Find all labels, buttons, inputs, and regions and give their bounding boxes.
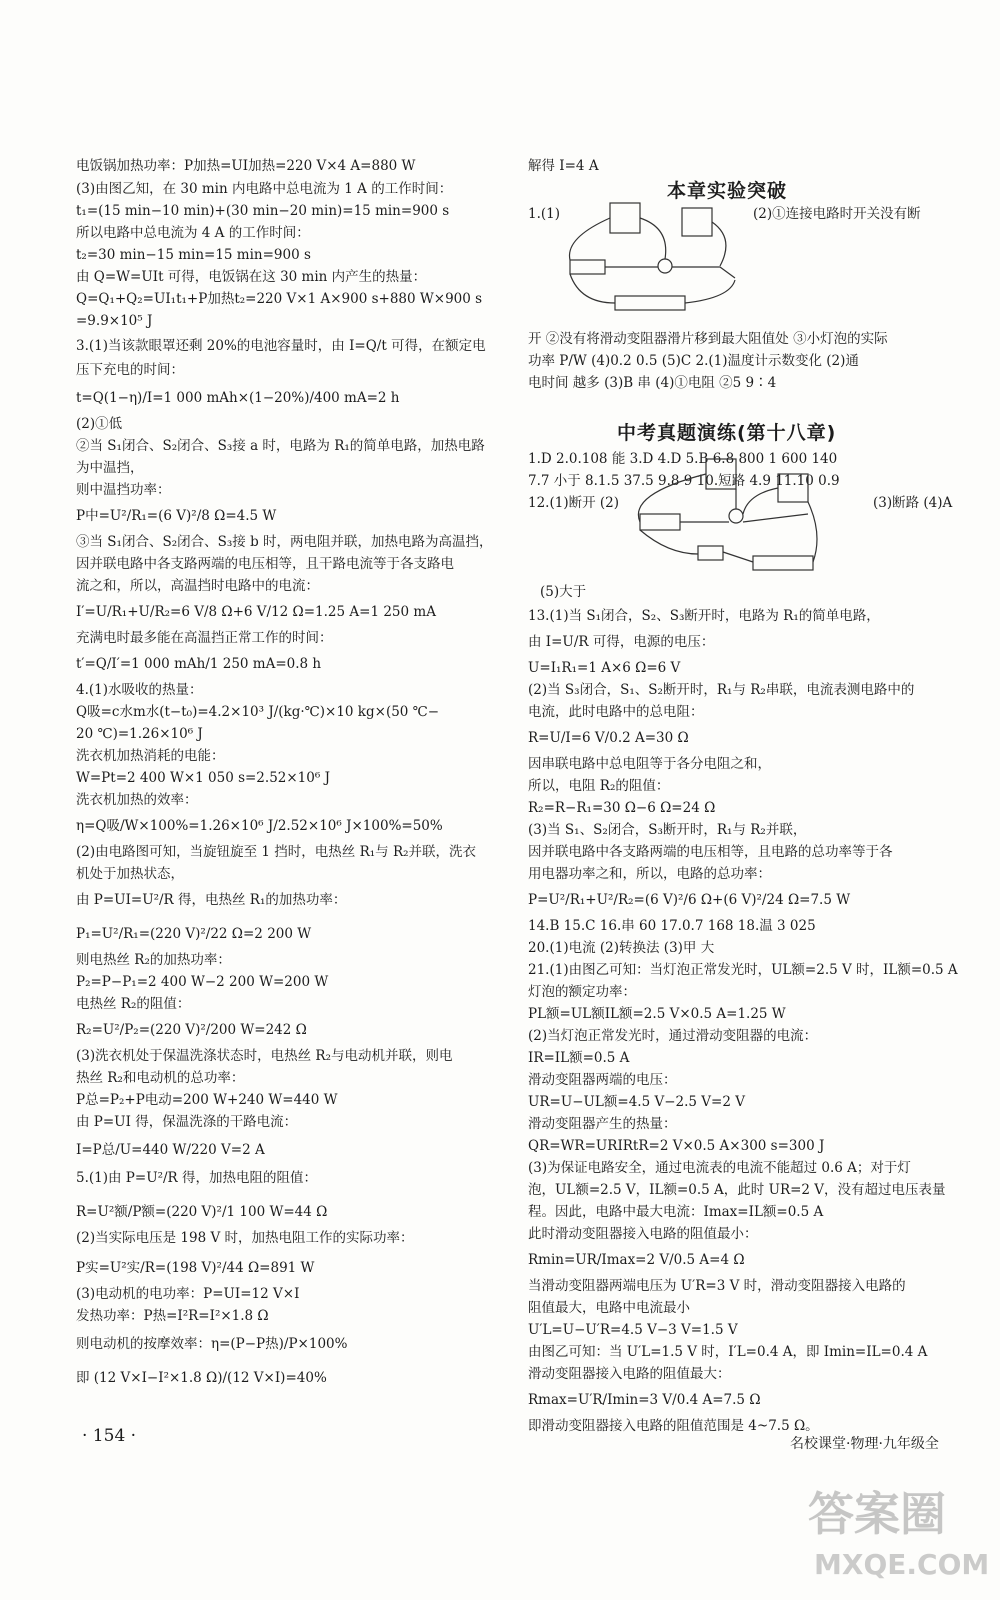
left-line: 5.(1)由 P=U²/R 得，加热电阻的阻值：: [76, 1170, 317, 1186]
right-line: 因并联电路中各支路两端的电压相等，且电路的总功率等于各: [528, 844, 893, 860]
right-line: R=U/I=6 V/0.2 A=30 Ω: [528, 730, 689, 746]
left-line: 因并联电路中各支路两端的电压相等，且干路电流等于各支路电: [76, 556, 454, 572]
left-line: 发热功率：P热=I²R=I²×1.8 Ω: [76, 1308, 269, 1324]
left-line: P₂=P−P₁=2 400 W−2 200 W=200 W: [76, 974, 329, 990]
right-line: (2)当灯泡正常发光时，通过滑动变阻器的电流：: [528, 1028, 818, 1044]
right-line: 解得 I=4 A: [528, 158, 599, 174]
right-line: 此时滑动变阻器接入电路的阻值最小：: [528, 1226, 758, 1242]
left-line: (2)由电路图可知，当旋钮旋至 1 挡时，电热丝 R₁与 R₂并联，洗衣: [76, 844, 477, 860]
left-line: R₂=U²/P₂=(220 V)²/200 W=242 Ω: [76, 1022, 307, 1038]
right-line: (5)大于: [540, 584, 587, 600]
left-line: t₂=30 min−15 min=15 min=900 s: [76, 247, 311, 263]
left-line: 电热丝 R₂的阻值：: [76, 996, 191, 1012]
left-line: Q=Q₁+Q₂=UI₁t₁+P加热t₂=220 V×1 A×900 s+880 W×900 s: [76, 291, 483, 307]
right-line: 电时间 越多 (3)B 串 (4)①电阻 ②5 9∶4: [528, 375, 777, 391]
left-line: ③当 S₁闭合、S₂闭合、S₃接 b 时，两电阻并联，加热电路为高温挡，: [76, 534, 493, 550]
left-line: R=U²额/P额=(220 V)²/1 100 W=44 Ω: [76, 1204, 328, 1220]
left-line: 由 Q=W=UIt 可得，电饭锅在这 30 min 内产生的热量：: [76, 269, 427, 285]
left-line: 充满电时最多能在高温挡正常工作的时间：: [76, 630, 333, 646]
right-line: (3)断路 (4)A: [873, 495, 953, 511]
left-line: 流之和，所以，高温挡时电路中的电流：: [76, 578, 319, 594]
ammeter-shape: [610, 203, 640, 233]
left-line: P中=U²/R₁=(6 V)²/8 Ω=4.5 W: [76, 508, 277, 524]
switch-shape: [698, 546, 723, 560]
right-line: 13.(1)当 S₁闭合，S₂、S₃断开时，电路为 R₁的简单电路，: [528, 608, 880, 624]
left-line: 即 (12 V×I−I²×1.8 Ω)/(12 V×I)=40%: [76, 1370, 327, 1386]
left-line: W=Pt=2 400 W×1 050 s=2.52×10⁶ J: [76, 770, 330, 786]
left-line: 洗衣机加热消耗的电能：: [76, 748, 225, 764]
circuit-diagram-experiment: [560, 198, 760, 323]
right-line: 14.B 15.C 16.串 60 17.0.7 168 18.温 3 025: [528, 918, 816, 934]
left-line: (2)当实际电压是 198 V 时，加热电阻工作的实际功率：: [76, 1230, 414, 1246]
left-line: (3)电动机的电功率：P=UI=12 V×I: [76, 1286, 300, 1302]
right-line: 阻值最大，电路中电流最小: [528, 1300, 690, 1316]
right-line: 7.7 小于 8.1.5 37.5 9.8 9 10.短路 4.9 11.10 0.9: [528, 473, 840, 489]
right-line: 12.(1)断开 (2): [528, 495, 620, 511]
left-line: t₁=(15 min−10 min)+(30 min−20 min)=15 min=900 s: [76, 203, 450, 219]
left-line: η=Q吸/W×100%=1.26×10⁶ J/2.52×10⁶ J×100%=50%: [76, 818, 443, 834]
right-line: 即滑动变阻器接入电路的阻值范围是 4~7.5 Ω。: [528, 1418, 819, 1434]
voltmeter-shape-2: [778, 474, 808, 502]
right-line: (3)为保证电路安全，通过电流表的电流不能超过 0.6 A；对于灯: [528, 1160, 911, 1176]
section-title-exam: 中考真题演练(第十八章): [617, 422, 837, 444]
left-line: (3)由图乙知，在 30 min 内电路中总电流为 1 A 的工作时间：: [76, 181, 453, 197]
left-line: 由 P=UI=U²/R 得，电热丝 R₁的加热功率：: [76, 892, 347, 908]
right-line: 用电器功率之和，所以，电路的总功率：: [528, 866, 771, 882]
left-line: P总=P₂+P电动=200 W+240 W=440 W: [76, 1092, 338, 1108]
right-line: P=U²/R₁+U²/R₂=(6 V)²/6 Ω+(6 V)²/24 Ω=7.5 W: [528, 892, 851, 908]
left-line: 则电动机的按摩效率：η=(P−P热)/P×100%: [76, 1336, 348, 1352]
left-line: P实=U²实/R=(198 V)²/44 Ω=891 W: [76, 1260, 315, 1276]
right-line: 滑动变阻器产生的热量：: [528, 1116, 677, 1132]
left-line: ②当 S₁闭合、S₂闭合、S₃接 a 时，电路为 R₁的简单电路，加热电路: [76, 438, 485, 454]
right-line: Rmin=UR/Imax=2 V/0.5 A=4 Ω: [528, 1252, 745, 1268]
right-line: 开 ②没有将滑动变阻器滑片移到最大阻值处 ③小灯泡的实际: [528, 331, 888, 347]
battery-shape-2: [753, 556, 813, 570]
left-line: 20 ℃)=1.26×10⁶ J: [76, 726, 203, 742]
right-line: 由 I=U/R 可得，电源的电压：: [528, 634, 715, 650]
battery-shape: [615, 296, 685, 310]
right-line: R₂=R−R₁=30 Ω−6 Ω=24 Ω: [528, 800, 716, 816]
page-number: · 154 ·: [82, 1426, 137, 1446]
left-line: 所以电路中总电流为 4 A 的工作时间：: [76, 225, 310, 241]
right-line: Rmax=U′R/Imin=3 V/0.4 A=7.5 Ω: [528, 1392, 761, 1408]
left-line: (3)洗衣机处于保温洗涤状态时，电热丝 R₂与电动机并联，则电: [76, 1048, 453, 1064]
left-line: I′=U/R₁+U/R₂=6 V/8 Ω+6 V/12 Ω=1.25 A=1 250 mA: [76, 604, 436, 620]
right-line: 程。因此，电路中最大电流：Imax=IL额=0.5 A: [528, 1204, 824, 1220]
right-line: 1.(1): [528, 206, 561, 222]
left-line: 热丝 R₂和电动机的总功率：: [76, 1070, 245, 1086]
rheostat-shape: [570, 260, 605, 274]
left-line: 3.(1)当该款眼罩还剩 20%的电池容量时，由 I=Q/t 可得，在额定电: [76, 338, 486, 354]
left-line: t′=Q/I′=1 000 mAh/1 250 mA=0.8 h: [76, 656, 322, 672]
right-line: 灯泡的额定功率：: [528, 984, 636, 1000]
right-line: 滑动变阻器两端的电压：: [528, 1072, 677, 1088]
watermark-url: MXQE.COM: [814, 1548, 990, 1581]
right-line: 20.(1)电流 (2)转换法 (3)甲 大: [528, 940, 715, 956]
left-line: t=Q(1−η)/I=1 000 mAh×(1−20%)/400 mA=2 h: [76, 390, 400, 406]
right-line: 因串联电路中总电阻等于各分电阻之和，: [528, 756, 771, 772]
right-line: 由图乙可知：当 U′L=1.5 V 时，I′L=0.4 A，即 Imin=IL=0.4 A: [528, 1344, 928, 1360]
right-line: 电流，此时电路中的总电阻：: [528, 704, 704, 720]
lamp-shape: [658, 259, 672, 273]
watermark-logo: 答案圈: [808, 1487, 946, 1541]
lamp-shape-2: [729, 509, 743, 523]
ammeter-shape-2: [706, 459, 736, 489]
right-line: 功率 P/W (4)0.2 0.5 (5)C 2.(1)温度计示数变化 (2)通: [528, 353, 859, 369]
circuit-diagram-exam: [628, 454, 828, 584]
left-line: Q吸=c水m水(t−t₀)=4.2×10³ J/(kg·℃)×10 kg×(50 ℃−: [76, 704, 440, 720]
left-line: 机处于加热状态，: [76, 866, 184, 882]
rheostat-shape-2: [640, 514, 680, 530]
right-line: U=I₁R₁=1 A×6 Ω=6 V: [528, 660, 681, 676]
right-line: UR=U−UL额=4.5 V−2.5 V=2 V: [528, 1094, 745, 1110]
left-line: 压下充电的时间：: [76, 362, 184, 378]
right-line: (2)①连接电路时开关没有断: [753, 206, 921, 222]
right-line: 滑动变阻器接入电路的阻值最大：: [528, 1366, 731, 1382]
left-line: 洗衣机加热的效率：: [76, 792, 198, 808]
left-line: 则电热丝 R₂的加热功率：: [76, 952, 231, 968]
right-line: 当滑动变阻器两端电压为 U′R=3 V 时，滑动变阻器接入电路的: [528, 1278, 906, 1294]
right-line: IR=IL额=0.5 A: [528, 1050, 630, 1066]
right-line: U′L=U−U′R=4.5 V−3 V=1.5 V: [528, 1322, 738, 1338]
right-line: PL额=UL额IL额=2.5 V×0.5 A=1.25 W: [528, 1006, 786, 1022]
left-line: 则中温挡功率：: [76, 482, 171, 498]
right-line: 21.(1)由图乙可知：当灯泡正常发光时，UL额=2.5 V 时，IL额=0.5 A: [528, 962, 958, 978]
right-line: 1.D 2.0.108 能 3.D 4.D 5.B 6.8 800 1 600 140: [528, 451, 838, 467]
left-line: 4.(1)水吸收的热量：: [76, 682, 203, 698]
left-line: I=P总/U=440 W/220 V=2 A: [76, 1142, 265, 1158]
left-line: =9.9×10⁵ J: [76, 313, 153, 329]
right-line: 泡，UL额=2.5 V，IL额=0.5 A，此时 UR=2 V，没有超过电压表量: [528, 1182, 946, 1198]
left-line: (2)①低: [76, 416, 123, 432]
left-line: P₁=U²/R₁=(220 V)²/22 Ω=2 200 W: [76, 926, 312, 942]
voltmeter-shape: [682, 208, 712, 236]
right-line: (3)当 S₁、S₂闭合，S₃断开时，R₁与 R₂并联，: [528, 822, 807, 838]
left-line: 由 P=UI 得，保温洗涤的干路电流：: [76, 1114, 298, 1130]
right-line: 所以，电阻 R₂的阻值：: [528, 778, 670, 794]
footer-series: 名校课堂·物理·九年级全: [790, 1436, 939, 1452]
right-line: QR=WR=URIRtR=2 V×0.5 A×300 s=300 J: [528, 1138, 825, 1154]
section-title-experiment: 本章实验突破: [667, 180, 788, 202]
right-line: (2)当 S₃闭合，S₁、S₂断开时，R₁与 R₂串联，电流表测电路中的: [528, 682, 915, 698]
left-line: 电饭锅加热功率：P加热=UI加热=220 V×4 A=880 W: [76, 158, 416, 174]
left-line: 为中温挡，: [76, 460, 144, 476]
